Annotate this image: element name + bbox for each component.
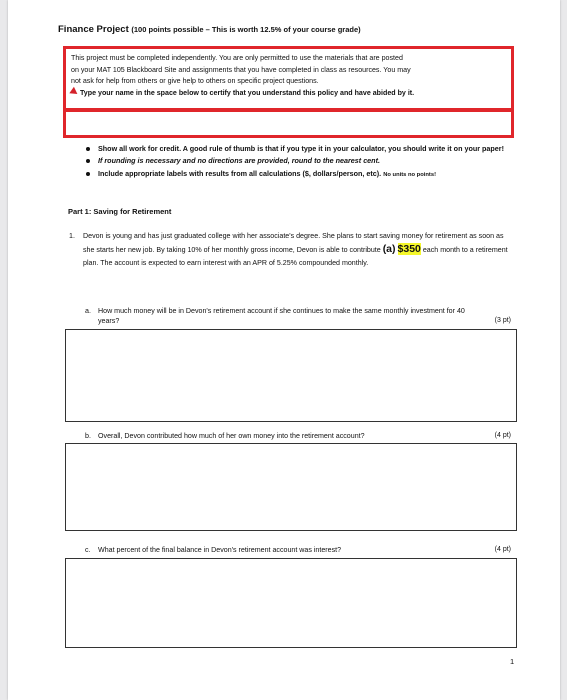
answer-box-b[interactable]: [65, 443, 517, 531]
instruction-item: [86, 143, 516, 154]
sub-question-c: [85, 545, 517, 557]
instruction-text: If rounding is necessary and no directions are provided, round to the nearest cent.: [98, 156, 380, 166]
question-text-part-1: Devon is young and has just graduated college with her associate's degree. She plans to start saving money for retirement as soon as she starts her new job. By taking 10% of her monthly gross income, Devon is able to contribute: [83, 232, 504, 254]
title-sub: (100 points possible – This is worth 12.5% of your course grade): [131, 25, 361, 34]
policy-line-2: on your MAT 105 Blackboard Site and assignments that you have completed in class as resources. You may: [71, 65, 411, 74]
title-main: Finance Project: [58, 24, 129, 35]
sub-question-a: [85, 306, 517, 328]
question-text-part-2: each month to a retirement plan. The account is expected to earn interest with an APR of 5.25% compounded monthly.: [83, 246, 508, 267]
policy-instruction: Type your name in the space below to certify that you understand this policy and have abided by it.: [80, 88, 415, 97]
highlighted-amount: $350: [397, 243, 421, 255]
page-number: 1: [510, 657, 515, 666]
sub-question-letter: b.: [85, 432, 91, 440]
sub-question-text: How much money will be in Devon's retirement account if she continues to make the same monthly investment for 40 years?: [98, 307, 465, 325]
policy-line-3: not ask for help from others or give help to others on specific project questions.: [71, 77, 319, 85]
question-text: [83, 230, 513, 270]
red-arrow-icon: [69, 86, 79, 97]
instruction-item: [86, 155, 516, 166]
document-page: [8, 0, 560, 700]
answer-box-c[interactable]: [65, 558, 517, 648]
sub-question-b: [85, 431, 517, 443]
sub-question-letter: c.: [85, 546, 91, 554]
answer-box-a[interactable]: [65, 329, 517, 422]
bullet-dot: [86, 159, 90, 163]
question-number: 1.: [69, 232, 75, 240]
name-entry-field[interactable]: [63, 108, 514, 138]
instruction-note: No units no points!: [383, 171, 436, 178]
question-label: (a): [382, 243, 396, 255]
bullet-dot: [86, 147, 90, 151]
points-label: (3 pt): [494, 317, 511, 324]
bullet-dot: [86, 172, 90, 176]
points-label: (4 pt): [494, 432, 511, 439]
instruction-text: Include appropriate labels with results from all calculations ($, dollars/person, etc).: [98, 168, 382, 178]
sub-question-text: Overall, Devon contributed how much of her own money into the retirement account?: [98, 432, 365, 440]
policy-line-1: This project must be completed independently. You are only permitted to use the materials that are posted: [71, 54, 403, 62]
part-title: Part 1: Saving for Retirement: [68, 207, 172, 216]
instruction-text: Show all work for credit. A good rule of thumb is that if you type it in your calculator, you should write it on your paper!: [98, 144, 504, 153]
policy-instruction-line: [71, 88, 506, 100]
points-label: (4 pt): [494, 546, 511, 553]
sub-question-letter: a.: [85, 307, 91, 315]
policy-box: [63, 46, 514, 112]
sub-question-text: What percent of the final balance in Devon's retirement account was interest?: [98, 546, 342, 554]
instructions-list: [86, 143, 516, 182]
instruction-item: [86, 168, 516, 181]
document-title: [58, 24, 361, 35]
